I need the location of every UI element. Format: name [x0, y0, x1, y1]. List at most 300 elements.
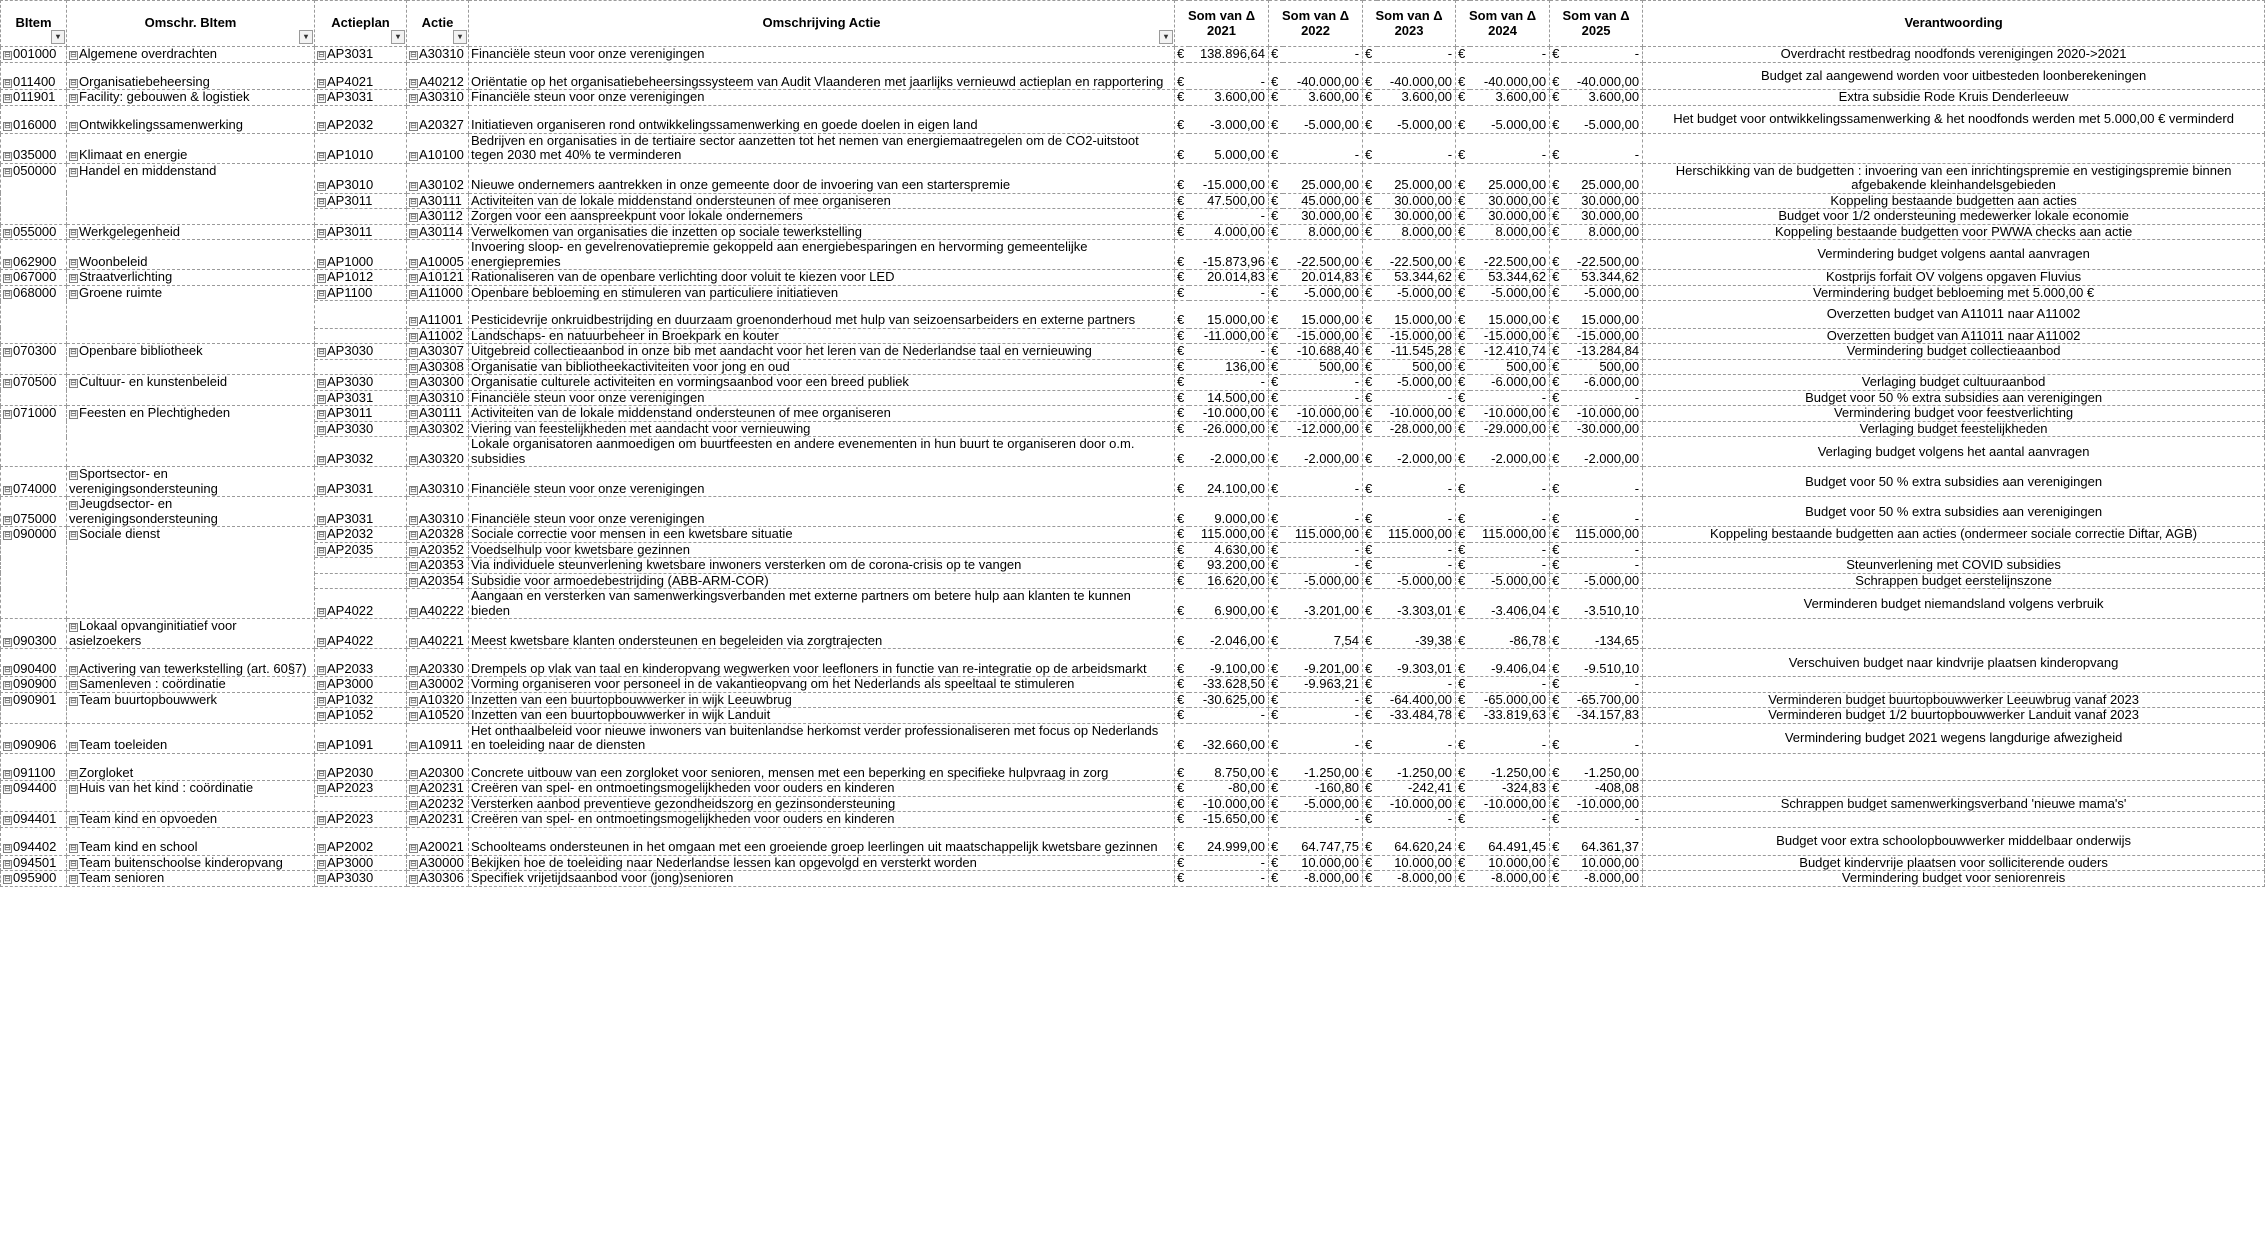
bitem-cell[interactable] [1, 527, 67, 619]
actie-cell[interactable] [407, 344, 469, 360]
collapse-toggle-icon[interactable]: ⊟ [410, 695, 417, 705]
collapse-toggle-icon[interactable]: ⊟ [318, 768, 325, 778]
header-2025[interactable] [1550, 1, 1643, 47]
bitem-cell[interactable] [1, 105, 67, 133]
collapse-toggle-icon[interactable]: ⊟ [70, 500, 77, 510]
collapse-toggle-icon[interactable]: ⊟ [70, 77, 77, 87]
collapse-toggle-icon[interactable]: ⊟ [318, 858, 325, 868]
omschr-cell[interactable] [67, 47, 315, 63]
actie-cell[interactable] [407, 527, 469, 543]
collapse-toggle-icon[interactable]: ⊟ [318, 424, 325, 434]
collapse-toggle-icon[interactable]: ⊟ [318, 393, 325, 403]
bitem-cell[interactable] [1, 133, 67, 163]
actie-cell[interactable] [407, 708, 469, 724]
collapse-toggle-icon[interactable]: ⊟ [4, 784, 11, 794]
actieplan-cell[interactable] [315, 406, 407, 422]
omschr-cell[interactable] [67, 240, 315, 270]
actieplan-cell[interactable] [315, 437, 407, 467]
collapse-toggle-icon[interactable]: ⊟ [410, 636, 417, 646]
collapse-toggle-icon[interactable]: ⊟ [318, 257, 325, 267]
collapse-toggle-icon[interactable]: ⊟ [318, 606, 325, 616]
actie-cell[interactable] [407, 497, 469, 527]
collapse-toggle-icon[interactable]: ⊟ [4, 50, 11, 59]
collapse-toggle-icon[interactable]: ⊟ [410, 561, 417, 571]
collapse-toggle-icon[interactable]: ⊟ [410, 576, 417, 586]
omschr-cell[interactable] [67, 224, 315, 240]
value-cell-2021-text: 3.600,00 [1214, 89, 1266, 105]
collapse-toggle-icon[interactable]: ⊟ [4, 151, 11, 161]
omschr-cell[interactable] [67, 406, 315, 467]
actieplan-cell[interactable] [315, 209, 407, 225]
actieplan-cell[interactable] [315, 270, 407, 286]
actieplan-cell[interactable] [315, 708, 407, 724]
actie-cell[interactable] [407, 437, 469, 467]
omschr-cell[interactable] [67, 163, 315, 224]
actie-cell[interactable] [407, 871, 469, 887]
actie-cell[interactable] [407, 193, 469, 209]
actie-cell[interactable] [407, 90, 469, 106]
actie-cell[interactable] [407, 240, 469, 270]
collapse-toggle-icon[interactable]: ⊟ [410, 257, 417, 267]
omschr-cell[interactable] [67, 619, 315, 649]
collapse-toggle-icon[interactable]: ⊟ [4, 227, 11, 237]
collapse-toggle-icon[interactable]: ⊟ [70, 151, 77, 161]
collapse-toggle-icon[interactable]: ⊟ [70, 622, 77, 632]
omschr-cell[interactable] [67, 855, 315, 871]
value-cell-2022-text: 45.000,00 [1301, 193, 1360, 208]
bitem-cell[interactable] [1, 855, 67, 871]
actie-cell[interactable] [407, 542, 469, 558]
actieplan-cell[interactable] [315, 467, 407, 497]
bitem-cell[interactable] [1, 344, 67, 375]
collapse-toggle-icon[interactable]: ⊟ [4, 815, 11, 825]
omschr-cell[interactable] [67, 812, 315, 828]
collapse-toggle-icon[interactable]: ⊟ [318, 815, 325, 825]
header-bitem[interactable] [1, 1, 67, 47]
verantwoording-cell [1643, 542, 2265, 558]
collapse-toggle-icon[interactable]: ⊟ [318, 664, 325, 674]
collapse-toggle-icon[interactable]: ⊟ [318, 93, 325, 103]
actie-cell[interactable] [407, 163, 469, 193]
collapse-toggle-icon[interactable]: ⊟ [4, 484, 11, 494]
bitem-cell[interactable] [1, 692, 67, 723]
actie-cell[interactable] [407, 105, 469, 133]
omschr-cell[interactable] [67, 467, 315, 497]
collapse-toggle-icon[interactable]: ⊟ [318, 680, 325, 690]
actieplan-cell[interactable] [315, 827, 407, 855]
header-verantwoording[interactable] [1643, 1, 2265, 47]
actieplan-cell[interactable] [315, 90, 407, 106]
collapse-toggle-icon[interactable]: ⊟ [4, 514, 11, 524]
actieplan-cell[interactable] [315, 375, 407, 391]
collapse-toggle-icon[interactable]: ⊟ [318, 121, 325, 131]
collapse-toggle-icon[interactable]: ⊟ [70, 784, 77, 794]
collapse-toggle-icon[interactable]: ⊟ [70, 874, 77, 884]
bitem-cell[interactable] [1, 619, 67, 649]
collapse-toggle-icon[interactable]: ⊟ [4, 347, 11, 357]
collapse-toggle-icon[interactable]: ⊟ [318, 484, 325, 494]
actie-cell[interactable] [407, 359, 469, 375]
actie-cell[interactable] [407, 855, 469, 871]
omschr-cell[interactable] [67, 649, 315, 677]
collapse-toggle-icon[interactable]: ⊟ [410, 424, 417, 434]
collapse-toggle-icon[interactable]: ⊟ [318, 636, 325, 646]
collapse-toggle-icon[interactable]: ⊟ [410, 77, 417, 87]
actieplan-cell[interactable] [315, 163, 407, 193]
collapse-toggle-icon[interactable]: ⊟ [318, 196, 325, 206]
omschr-cell[interactable] [67, 723, 315, 753]
actieplan-cell[interactable] [315, 133, 407, 163]
actie-cell[interactable] [407, 133, 469, 163]
bitem-cell[interactable] [1, 375, 67, 406]
collapse-toggle-icon[interactable]: ⊟ [4, 288, 11, 298]
currency-symbol [1269, 781, 1283, 797]
collapse-toggle-icon[interactable]: ⊟ [410, 362, 417, 372]
actie-cell[interactable] [407, 677, 469, 693]
collapse-toggle-icon[interactable]: ⊟ [70, 409, 77, 419]
header-2024[interactable] [1456, 1, 1550, 47]
collapse-toggle-icon[interactable]: ⊟ [410, 316, 417, 326]
currency-symbol-text: € [1271, 328, 1279, 343]
collapse-toggle-icon[interactable]: ⊟ [410, 50, 417, 59]
collapse-toggle-icon[interactable]: ⊟ [410, 347, 417, 357]
collapse-toggle-icon[interactable]: ⊟ [70, 741, 77, 751]
omschr-cell[interactable] [67, 90, 315, 106]
collapse-toggle-icon[interactable]: ⊟ [318, 545, 325, 555]
collapse-toggle-icon[interactable]: ⊟ [318, 784, 325, 794]
bitem-cell[interactable] [1, 285, 67, 344]
collapse-toggle-icon[interactable]: ⊟ [70, 257, 77, 267]
bitem-cell[interactable] [1, 163, 67, 224]
collapse-toggle-icon[interactable]: ⊟ [70, 347, 77, 357]
collapse-toggle-icon[interactable]: ⊟ [410, 711, 417, 721]
collapse-toggle-icon[interactable]: ⊟ [410, 874, 417, 884]
collapse-toggle-icon[interactable]: ⊟ [4, 680, 11, 690]
bitem-cell[interactable] [1, 827, 67, 855]
collapse-toggle-icon[interactable]: ⊟ [4, 121, 11, 131]
collapse-toggle-icon[interactable]: ⊟ [410, 288, 417, 298]
omschr-cell[interactable] [67, 753, 315, 781]
actie-cell[interactable] [407, 406, 469, 422]
actie-cell[interactable] [407, 421, 469, 437]
collapse-toggle-icon[interactable]: ⊟ [4, 874, 11, 884]
actie-cell[interactable] [407, 301, 469, 329]
actie-cell[interactable] [407, 375, 469, 391]
bitem-cell[interactable] [1, 270, 67, 286]
collapse-toggle-icon[interactable]: ⊟ [410, 378, 417, 388]
bitem-cell[interactable] [1, 240, 67, 270]
collapse-toggle-icon[interactable]: ⊟ [4, 695, 11, 705]
omschr-cell[interactable] [67, 270, 315, 286]
currency-symbol-text: € [1177, 328, 1185, 343]
bitem-cell[interactable] [1, 871, 67, 887]
actie-cell[interactable] [407, 209, 469, 225]
actie-cell[interactable] [407, 328, 469, 344]
collapse-toggle-icon[interactable]: ⊟ [4, 378, 11, 388]
actie-cell[interactable] [407, 796, 469, 812]
actie-cell[interactable] [407, 467, 469, 497]
collapse-toggle-icon[interactable]: ⊟ [318, 741, 325, 751]
collapse-toggle-icon[interactable]: ⊟ [4, 858, 11, 868]
collapse-toggle-icon[interactable]: ⊟ [410, 768, 417, 778]
header-actie[interactable] [407, 1, 469, 47]
collapse-toggle-icon[interactable]: ⊟ [4, 664, 11, 674]
collapse-toggle-icon[interactable]: ⊟ [318, 50, 325, 59]
header-actieplan[interactable] [315, 1, 407, 47]
collapse-toggle-icon[interactable]: ⊟ [70, 843, 77, 853]
actie-cell[interactable] [407, 558, 469, 574]
bitem-cell[interactable] [1, 649, 67, 677]
collapse-toggle-icon[interactable]: ⊟ [4, 273, 11, 283]
value-cell-2022 [1283, 224, 1363, 240]
value-cell-2023 [1377, 692, 1456, 708]
omschr-cell[interactable] [67, 827, 315, 855]
collapse-toggle-icon[interactable]: ⊟ [410, 93, 417, 103]
collapse-toggle-icon[interactable]: ⊟ [410, 181, 417, 191]
omschr-cell[interactable] [67, 375, 315, 406]
actieplan-cell[interactable] [315, 812, 407, 828]
collapse-toggle-icon[interactable]: ⊟ [70, 530, 77, 540]
collapse-toggle-icon[interactable]: ⊟ [70, 93, 77, 103]
collapse-toggle-icon[interactable]: ⊟ [318, 409, 325, 419]
collapse-toggle-icon[interactable]: ⊟ [70, 858, 77, 868]
collapse-toggle-icon[interactable]: ⊟ [410, 843, 417, 853]
collapse-toggle-icon[interactable]: ⊟ [318, 874, 325, 884]
collapse-toggle-icon[interactable]: ⊟ [318, 514, 325, 524]
actieplan-cell[interactable] [315, 796, 407, 812]
actie-cell[interactable] [407, 753, 469, 781]
actieplan-cell[interactable] [315, 301, 407, 329]
value-cell-2022-text: 20.014,83 [1301, 269, 1360, 285]
header-2021[interactable] [1175, 1, 1269, 47]
actieplan-cell[interactable] [315, 677, 407, 693]
actie-cell[interactable] [407, 285, 469, 301]
collapse-toggle-icon[interactable]: ⊟ [410, 514, 417, 524]
filter-dropdown-icon[interactable]: ▾ [51, 30, 65, 44]
actieplan-cell[interactable] [315, 558, 407, 574]
actie-cell[interactable] [407, 47, 469, 63]
omschr-cell[interactable] [67, 527, 315, 619]
collapse-toggle-icon[interactable]: ⊟ [410, 212, 417, 222]
collapse-toggle-icon[interactable]: ⊟ [410, 151, 417, 161]
collapse-toggle-icon[interactable]: ⊟ [4, 77, 11, 87]
actieplan-cell[interactable] [315, 753, 407, 781]
header-omschr[interactable] [67, 1, 315, 47]
collapse-toggle-icon[interactable]: ⊟ [410, 784, 417, 794]
actieplan-cell[interactable] [315, 240, 407, 270]
collapse-toggle-icon[interactable]: ⊟ [70, 664, 77, 674]
collapse-toggle-icon[interactable]: ⊟ [318, 288, 325, 298]
currency-symbol-text: € [1365, 359, 1373, 374]
actieplan-cell[interactable] [315, 224, 407, 240]
collapse-toggle-icon[interactable]: ⊟ [410, 858, 417, 868]
collapse-toggle-icon[interactable]: ⊟ [410, 680, 417, 690]
omschr-cell[interactable] [67, 871, 315, 887]
collapse-toggle-icon[interactable]: ⊟ [318, 347, 325, 357]
verantwoording-cell [1643, 344, 2265, 360]
actieplan-cell[interactable] [315, 105, 407, 133]
header-omschrijving[interactable] [469, 1, 1175, 47]
omschr-cell[interactable] [67, 497, 315, 527]
actie-cell[interactable] [407, 781, 469, 797]
collapse-toggle-icon[interactable]: ⊟ [4, 409, 11, 419]
omschr-cell[interactable] [67, 344, 315, 375]
collapse-toggle-icon[interactable]: ⊟ [70, 680, 77, 690]
omschrijving-cell [469, 193, 1175, 209]
omschr-cell[interactable] [67, 781, 315, 812]
collapse-toggle-icon[interactable]: ⊟ [410, 273, 417, 283]
value-cell-2023-text: -242,41 [1407, 780, 1453, 796]
collapse-toggle-icon[interactable]: ⊟ [318, 273, 325, 283]
collapse-toggle-icon[interactable]: ⊟ [4, 843, 11, 853]
collapse-toggle-icon[interactable]: ⊟ [410, 664, 417, 674]
bitem-cell[interactable] [1, 497, 67, 527]
collapse-toggle-icon[interactable]: ⊟ [4, 257, 11, 267]
collapse-toggle-icon[interactable]: ⊟ [410, 331, 417, 341]
actie-cell[interactable] [407, 692, 469, 708]
currency-symbol-text: € [1177, 510, 1185, 526]
collapse-toggle-icon[interactable]: ⊟ [318, 227, 325, 237]
collapse-toggle-icon[interactable]: ⊟ [70, 273, 77, 283]
collapse-toggle-icon[interactable]: ⊟ [70, 227, 77, 237]
omschr-cell[interactable] [67, 62, 315, 90]
actie-cell[interactable] [407, 619, 469, 649]
header-2022[interactable] [1269, 1, 1363, 47]
omschr-cell[interactable] [67, 285, 315, 344]
collapse-toggle-icon[interactable]: ⊟ [318, 711, 325, 721]
bitem-cell-text: 094402 [13, 839, 57, 855]
actieplan-cell[interactable] [315, 390, 407, 406]
value-cell-2024 [1470, 573, 1550, 589]
collapse-toggle-icon[interactable]: ⊟ [70, 695, 77, 705]
filter-dropdown-icon[interactable]: ▾ [1159, 30, 1173, 44]
actieplan-cell[interactable] [315, 692, 407, 708]
actie-cell[interactable] [407, 390, 469, 406]
actie-cell[interactable] [407, 812, 469, 828]
collapse-toggle-icon[interactable]: ⊟ [70, 288, 77, 298]
actie-cell[interactable] [407, 827, 469, 855]
actie-cell[interactable] [407, 62, 469, 90]
actieplan-cell[interactable] [315, 542, 407, 558]
collapse-toggle-icon[interactable]: ⊟ [4, 166, 11, 176]
collapse-toggle-icon[interactable]: ⊟ [410, 196, 417, 206]
bitem-cell[interactable] [1, 224, 67, 240]
actieplan-cell[interactable] [315, 573, 407, 589]
collapse-toggle-icon[interactable]: ⊟ [70, 121, 77, 131]
table-row [1, 406, 2265, 422]
actieplan-cell[interactable] [315, 871, 407, 887]
collapse-toggle-icon[interactable]: ⊟ [318, 151, 325, 161]
collapse-toggle-icon[interactable]: ⊟ [318, 181, 325, 191]
actieplan-cell[interactable] [315, 285, 407, 301]
actieplan-cell[interactable] [315, 328, 407, 344]
actieplan-cell[interactable] [315, 527, 407, 543]
bitem-cell[interactable] [1, 781, 67, 812]
actieplan-cell[interactable] [315, 855, 407, 871]
collapse-toggle-icon[interactable]: ⊟ [410, 545, 417, 555]
collapse-toggle-icon[interactable]: ⊟ [410, 530, 417, 540]
actieplan-cell[interactable] [315, 649, 407, 677]
collapse-toggle-icon[interactable]: ⊟ [318, 695, 325, 705]
actieplan-cell[interactable] [315, 47, 407, 63]
actieplan-cell[interactable] [315, 359, 407, 375]
collapse-toggle-icon[interactable]: ⊟ [70, 470, 77, 480]
omschr-cell[interactable] [67, 692, 315, 723]
actie-cell-text: A20352 [419, 542, 464, 557]
actie-cell[interactable] [407, 224, 469, 240]
filter-dropdown-icon[interactable]: ▾ [299, 30, 313, 44]
bitem-cell[interactable] [1, 753, 67, 781]
collapse-toggle-icon[interactable]: ⊟ [318, 843, 325, 853]
collapse-toggle-icon[interactable]: ⊟ [410, 741, 417, 751]
omschr-cell[interactable] [67, 105, 315, 133]
bitem-cell[interactable] [1, 90, 67, 106]
omschr-cell[interactable] [67, 133, 315, 163]
collapse-toggle-icon[interactable]: ⊟ [410, 393, 417, 403]
collapse-toggle-icon[interactable]: ⊟ [318, 77, 325, 87]
actieplan-cell[interactable] [315, 62, 407, 90]
filter-dropdown-icon[interactable]: ▾ [453, 30, 467, 44]
collapse-toggle-icon[interactable]: ⊟ [4, 530, 11, 540]
collapse-toggle-icon[interactable]: ⊟ [70, 166, 77, 176]
bitem-cell[interactable] [1, 677, 67, 693]
actie-cell[interactable] [407, 589, 469, 619]
bitem-cell[interactable] [1, 723, 67, 753]
actie-cell[interactable] [407, 723, 469, 753]
collapse-toggle-icon[interactable]: ⊟ [4, 768, 11, 778]
collapse-toggle-icon[interactable]: ⊟ [4, 636, 11, 646]
collapse-toggle-icon[interactable]: ⊟ [70, 378, 77, 388]
filter-dropdown-icon[interactable]: ▾ [391, 30, 405, 44]
collapse-toggle-icon[interactable]: ⊟ [70, 50, 77, 59]
actie-cell[interactable] [407, 649, 469, 677]
collapse-toggle-icon[interactable]: ⊟ [318, 454, 325, 464]
currency-symbol-text: € [1458, 542, 1466, 557]
actieplan-cell[interactable] [315, 723, 407, 753]
header-2023[interactable] [1363, 1, 1456, 47]
collapse-toggle-icon[interactable]: ⊟ [410, 606, 417, 616]
collapse-toggle-icon[interactable]: ⊟ [410, 815, 417, 825]
bitem-cell[interactable] [1, 467, 67, 497]
actieplan-cell[interactable] [315, 589, 407, 619]
collapse-toggle-icon[interactable]: ⊟ [70, 768, 77, 778]
collapse-toggle-icon[interactable]: ⊟ [410, 484, 417, 494]
collapse-toggle-icon[interactable]: ⊟ [70, 815, 77, 825]
collapse-toggle-icon[interactable]: ⊟ [4, 741, 11, 751]
bitem-cell[interactable] [1, 406, 67, 467]
collapse-toggle-icon[interactable]: ⊟ [410, 121, 417, 131]
collapse-toggle-icon[interactable]: ⊟ [410, 409, 417, 419]
bitem-cell[interactable] [1, 62, 67, 90]
collapse-toggle-icon[interactable]: ⊟ [318, 378, 325, 388]
actie-cell[interactable] [407, 270, 469, 286]
collapse-toggle-icon[interactable]: ⊟ [4, 93, 11, 103]
actieplan-cell[interactable] [315, 421, 407, 437]
actie-cell[interactable] [407, 573, 469, 589]
actieplan-cell[interactable] [315, 193, 407, 209]
bitem-cell[interactable] [1, 812, 67, 828]
bitem-cell[interactable] [1, 47, 67, 63]
actieplan-cell[interactable] [315, 781, 407, 797]
actieplan-cell[interactable] [315, 497, 407, 527]
collapse-toggle-icon[interactable]: ⊟ [318, 530, 325, 540]
omschr-cell[interactable] [67, 677, 315, 693]
collapse-toggle-icon[interactable]: ⊟ [410, 454, 417, 464]
collapse-toggle-icon[interactable]: ⊟ [410, 227, 417, 237]
collapse-toggle-icon[interactable]: ⊟ [410, 799, 417, 809]
actieplan-cell[interactable] [315, 344, 407, 360]
actieplan-cell[interactable] [315, 619, 407, 649]
